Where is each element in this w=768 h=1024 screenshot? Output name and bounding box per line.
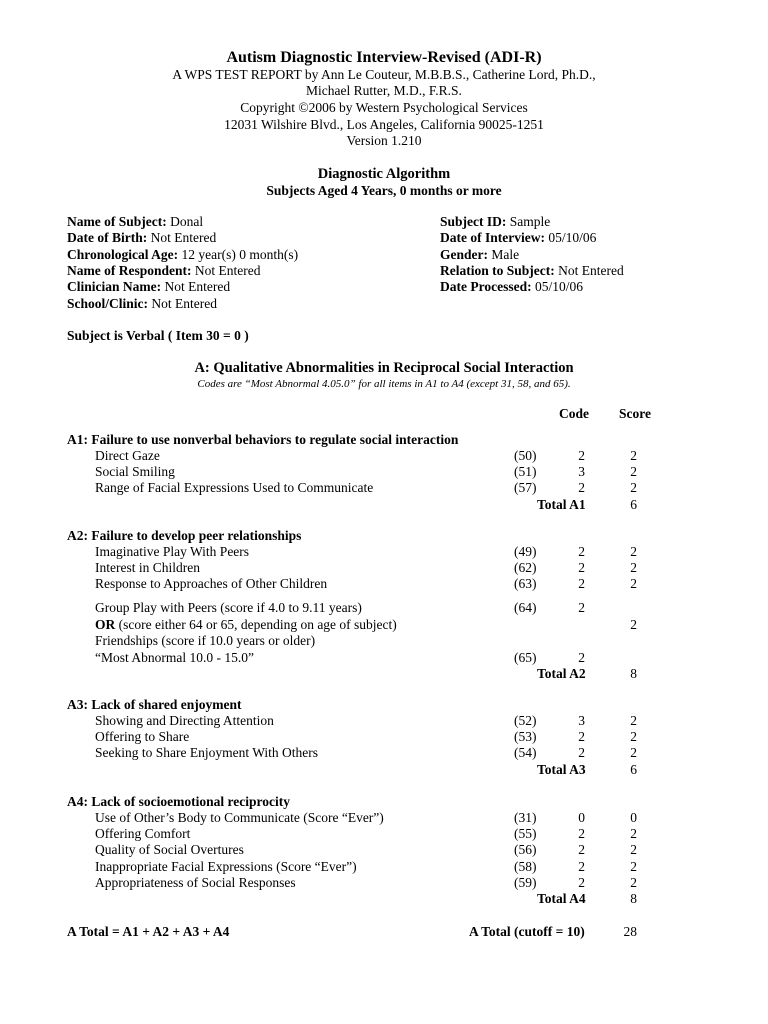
a2-most-abnormal-item: (65)	[514, 649, 537, 665]
a4-item-label: Offering Comfort	[95, 826, 191, 842]
a1-item-code: 3	[578, 464, 585, 480]
a4-item-number: (31)	[514, 810, 537, 825]
a3-total-value: 6	[630, 761, 637, 777]
a2-group-play-label: Group Play with Peers (score if 4.0 to 9.11 years)	[95, 600, 362, 615]
report-title: Autism Diagnostic Interview-Revised (ADI-R)	[226, 49, 542, 66]
a1-item-label: Direct Gaze	[95, 448, 160, 463]
a3-item-label: Seeking to Share Enjoyment With Others	[95, 745, 319, 761]
a3-total-label: Total A3	[537, 761, 586, 777]
a2-item-code: 2	[578, 544, 585, 559]
a4-item-label: Use of Other’s Body to Communicate (Score “Ever”)	[95, 810, 384, 825]
a4-total-value: 8	[630, 891, 637, 906]
a4-item-number: (55)	[514, 826, 537, 842]
authors-line: A WPS TEST REPORT by Ann Le Couteur, M.B.B.S., Catherine Lord, Ph.D.,	[172, 67, 596, 82]
algorithm-subtitle: Subjects Aged 4 Years, 0 months or more	[266, 183, 502, 198]
a1-item-score: 2	[630, 448, 637, 463]
a2-or-score: 2	[630, 616, 637, 632]
chronological-age-row: Chronological Age: 12 year(s) 0 month(s)	[67, 247, 299, 262]
subject-name-row: Name of Subject: Donal	[67, 214, 204, 229]
a2-item-code: 2	[578, 576, 585, 592]
a2-or-row	[95, 617, 397, 633]
a1-item-score: 2	[630, 480, 637, 496]
a3-heading: A3: Lack of shared enjoyment	[67, 697, 242, 712]
a2-item-number: (62)	[514, 560, 537, 576]
a4-item-code: 2	[578, 858, 585, 874]
or-word: OR	[95, 616, 116, 632]
respondent-row: Name of Respondent: Not Entered	[67, 263, 261, 278]
a3-item-code: 3	[578, 713, 585, 728]
date-of-interview-row: Date of Interview: 05/10/06	[440, 230, 597, 245]
a3-item-number: (53)	[514, 729, 537, 745]
a4-item-score: 2	[630, 842, 637, 858]
a3-item-score: 2	[630, 729, 637, 745]
gender-row: Gender: Male	[440, 247, 520, 262]
a2-item-label: Interest in Children	[95, 560, 200, 576]
a4-item-number: (56)	[514, 842, 537, 858]
a1-total-value: 6	[630, 496, 637, 512]
a4-total-label: Total A4	[537, 891, 586, 906]
code-column-header: Code	[559, 406, 589, 421]
a1-item-number: (50)	[514, 448, 537, 463]
a4-item-code: 2	[578, 842, 585, 858]
a1-heading: A1: Failure to use nonverbal behaviors to regulate social interaction	[67, 432, 459, 447]
a3-item-score: 2	[630, 745, 637, 761]
clinician-row: Clinician Name: Not Entered	[67, 279, 231, 294]
a4-item-code: 0	[578, 810, 585, 825]
a4-item-label: Inappropriate Facial Expressions (Score “Ever”)	[95, 858, 357, 874]
a4-item-score: 2	[630, 826, 637, 842]
a2-group-play-code: 2	[578, 600, 585, 615]
section-a-title: A: Qualitative Abnormalities in Reciprocal Social Interaction	[194, 360, 574, 376]
a3-item-number: (54)	[514, 745, 537, 761]
a2-group-play-item: (64)	[514, 600, 537, 615]
section-a-note: Codes are “Most Abnormal 4.05.0” for all items in A1 to A4 (except 31, 58, and 65).	[197, 378, 571, 390]
relation-row: Relation to Subject: Not Entered	[440, 263, 624, 278]
a1-item-code: 2	[578, 448, 585, 463]
or-text: (score either 64 or 65, depending on age of subject)	[115, 616, 397, 632]
authors-line-2: Michael Rutter, M.D., F.R.S.	[306, 83, 462, 98]
a1-item-score: 2	[630, 464, 637, 480]
a4-item-label: Quality of Social Overtures	[95, 842, 244, 858]
a3-item-label: Showing and Directing Attention	[95, 713, 274, 728]
a1-item-label: Range of Facial Expressions Used to Communicate	[95, 480, 374, 496]
a1-item-number: (57)	[514, 480, 537, 496]
algorithm-title: Diagnostic Algorithm	[317, 166, 451, 182]
a2-heading: A2: Failure to develop peer relationships	[67, 528, 302, 543]
subject-id-row: Subject ID: Sample	[440, 214, 551, 229]
a2-most-abnormal-code: 2	[578, 649, 585, 665]
a1-item-code: 2	[578, 480, 585, 496]
address-line: 12031 Wilshire Blvd., Los Angeles, California 90025-1251	[224, 117, 544, 132]
a2-item-score: 2	[630, 576, 637, 592]
a3-item-code: 2	[578, 729, 585, 745]
copyright-line: Copyright ©2006 by Western Psychological Services	[240, 100, 528, 115]
a-total-label: A Total (cutoff = 10)	[469, 924, 585, 939]
a2-item-label: Response to Approaches of Other Children	[95, 576, 328, 592]
a2-friendships-label: Friendships (score if 10.0 years or older)	[95, 633, 316, 648]
a4-item-score: 0	[630, 810, 637, 825]
a2-total-label: Total A2	[537, 666, 586, 681]
a2-item-label: Imaginative Play With Peers	[95, 544, 250, 559]
a3-item-label: Offering to Share	[95, 729, 190, 745]
a2-item-score: 2	[630, 544, 637, 559]
a4-item-number: (59)	[514, 874, 537, 890]
a4-item-score: 2	[630, 858, 637, 874]
a4-item-number: (58)	[514, 858, 537, 874]
a-total-value: 28	[623, 924, 637, 939]
a4-item-code: 2	[578, 826, 585, 842]
a4-item-label: Appropriateness of Social Responses	[95, 874, 296, 890]
a2-total-value: 8	[630, 666, 637, 681]
a4-heading: A4: Lack of socioemotional reciprocity	[67, 794, 290, 809]
a2-item-score: 2	[630, 560, 637, 576]
date-processed-row: Date Processed: 05/10/06	[440, 279, 583, 294]
a3-item-number: (52)	[514, 713, 537, 728]
a3-item-score: 2	[630, 713, 637, 728]
a4-item-score: 2	[630, 874, 637, 890]
a1-item-number: (51)	[514, 464, 537, 480]
a4-item-code: 2	[578, 874, 585, 890]
a2-most-abnormal-label: “Most Abnormal 10.0 - 15.0”	[95, 649, 254, 665]
a1-item-label: Social Smiling	[95, 464, 175, 480]
score-column-header: Score	[619, 406, 651, 421]
a2-item-number: (63)	[514, 576, 537, 592]
verbal-status: Subject is Verbal ( Item 30 = 0 )	[67, 328, 249, 343]
a3-item-code: 2	[578, 745, 585, 761]
a2-item-number: (49)	[514, 544, 537, 559]
date-of-birth-row: Date of Birth: Not Entered	[67, 230, 217, 245]
a1-total-label: Total A1	[537, 496, 586, 512]
version-line: Version 1.210	[346, 133, 422, 148]
a2-item-code: 2	[578, 560, 585, 576]
a-total-formula: A Total = A1 + A2 + A3 + A4	[67, 924, 230, 939]
school-clinic-row: School/Clinic: Not Entered	[67, 296, 217, 311]
